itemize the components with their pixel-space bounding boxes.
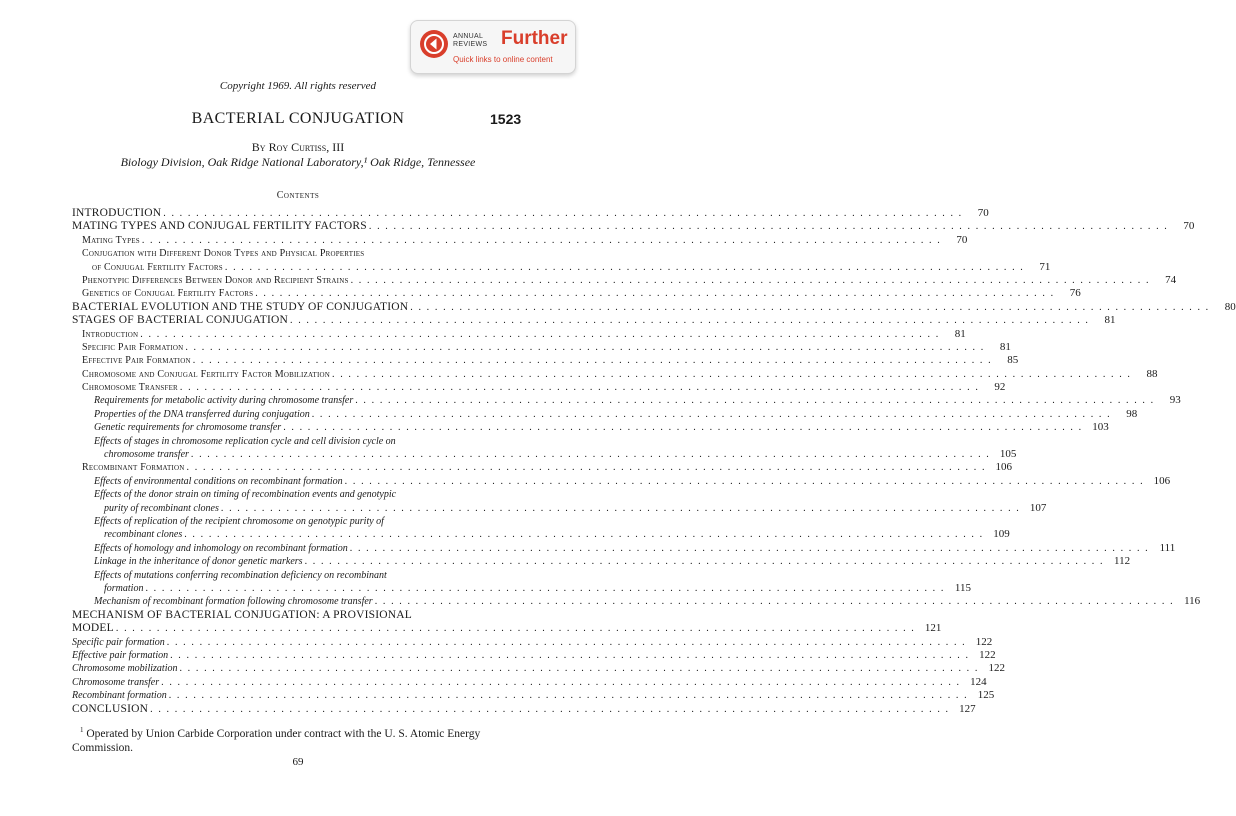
toc-entry bbox=[72, 608, 942, 636]
toc-page-number: 106 bbox=[1153, 474, 1171, 487]
toc-leader-dots bbox=[140, 328, 940, 341]
toc-page-number: 121 bbox=[924, 622, 942, 635]
toc-page-number: 116 bbox=[1184, 595, 1201, 608]
toc-entry-label: formation bbox=[104, 583, 144, 594]
toc-page-number: 122 bbox=[979, 648, 996, 661]
footnote bbox=[72, 723, 488, 755]
toc-page-number: 81 bbox=[954, 327, 966, 340]
toc-entry bbox=[72, 515, 1010, 542]
toc-leader-dots bbox=[355, 394, 1155, 407]
toc-entry bbox=[72, 702, 976, 716]
toc-leader-dots bbox=[255, 287, 1055, 300]
toc-page-number: 70 bbox=[977, 206, 989, 219]
toc-entry-label: MECHANISM OF BACTERIAL CONJUGATION: A PROVISIONAL bbox=[72, 608, 413, 621]
footnote-text: Operated by Union Carbide Corporation under contract with the U. S. Atomic Energy Commission. bbox=[72, 727, 481, 754]
toc-entry bbox=[72, 247, 1051, 274]
toc-entry bbox=[72, 206, 989, 220]
toc-leader-dots bbox=[187, 461, 987, 474]
toc-entry bbox=[72, 675, 987, 689]
toc-entry bbox=[72, 287, 1081, 300]
toc-entry bbox=[72, 689, 995, 702]
toc-page-number: 70 bbox=[956, 233, 968, 246]
toc-page-number: 122 bbox=[988, 662, 1005, 675]
toc-page-number: 85 bbox=[1007, 354, 1019, 367]
toc-entry bbox=[72, 300, 1236, 314]
toc-leader-dots bbox=[225, 261, 1025, 274]
toc-entry-label: Mechanism of recombinant formation following chromosome transfer bbox=[94, 596, 373, 608]
affiliation-line: Biology Division, Oak Ridge National Laboratory,¹ Oak Ridge, Tennessee bbox=[120, 155, 476, 169]
toc-entry-label: Recombinant formation bbox=[72, 690, 167, 702]
toc-page-number: 105 bbox=[999, 448, 1017, 461]
toc-leader-dots bbox=[290, 314, 1090, 327]
toc-entry bbox=[72, 394, 1181, 407]
footnote-marker: 1 bbox=[80, 726, 84, 734]
toc-entry-label: Chromosome and Conjugal Fertility Factor Mobilization bbox=[82, 368, 331, 380]
volume-page-number: 1523 bbox=[490, 111, 522, 127]
toc-entry bbox=[72, 381, 1006, 394]
toc-entry-label: Effective pair formation bbox=[72, 649, 169, 661]
toc-entry-label: Specific pair formation bbox=[72, 636, 165, 648]
toc-entry-label: STAGES OF BACTERIAL CONJUGATION bbox=[72, 314, 289, 327]
toc-leader-dots bbox=[116, 622, 916, 635]
toc-entry bbox=[72, 555, 1131, 568]
toc-page-number: 122 bbox=[975, 635, 993, 648]
toc-entry-label: INTRODUCTION bbox=[72, 206, 162, 219]
toc-entry-label: Introduction bbox=[82, 328, 139, 340]
toc-entry bbox=[72, 662, 1005, 675]
toc-leader-dots bbox=[345, 475, 1145, 488]
toc-leader-dots bbox=[179, 662, 979, 675]
toc-page-number: 112 bbox=[1113, 555, 1131, 568]
toc-entry-label: Conjugation with Different Donor Types and Physical Properties bbox=[82, 248, 365, 260]
toc-entry bbox=[72, 474, 1171, 488]
toc-entry-label: Effects of environmental conditions on recombinant formation bbox=[94, 475, 343, 487]
toc-entry-label: Genetic requirements for chromosome transfer bbox=[94, 422, 282, 434]
toc-entry-label: Chromosome mobilization bbox=[72, 663, 178, 675]
toc-page-number: 70 bbox=[1183, 220, 1195, 233]
toc-leader-dots bbox=[184, 528, 984, 541]
toc-leader-dots bbox=[163, 207, 963, 220]
toc-leader-dots bbox=[150, 703, 950, 716]
toc-entry bbox=[72, 648, 996, 662]
toc-entry-label: Specific Pair Formation bbox=[82, 341, 184, 353]
toc-leader-dots bbox=[161, 676, 961, 689]
toc-page-number: 93 bbox=[1169, 394, 1181, 407]
toc-page-number: 109 bbox=[993, 528, 1010, 541]
toc-leader-dots bbox=[221, 502, 1021, 515]
toc-leader-dots bbox=[283, 421, 1083, 434]
toc-page-number: 125 bbox=[977, 689, 995, 702]
toc-entry-label: Effects of replication of the recipient chromosome on genotypic purity of bbox=[94, 516, 384, 528]
toc-leader-dots bbox=[170, 649, 970, 662]
toc-entry-label: of Conjugal Fertility Factors bbox=[92, 261, 223, 273]
toc-page-number: 111 bbox=[1159, 541, 1176, 554]
contents-heading: Contents bbox=[276, 190, 320, 201]
toc-leader-dots bbox=[180, 381, 980, 394]
toc-entry-label: CONCLUSION bbox=[72, 702, 149, 715]
toc-entry-label: MODEL bbox=[72, 622, 114, 635]
toc-entry bbox=[72, 488, 1047, 515]
toc-entry-label: Properties of the DNA transferred during conjugation bbox=[94, 408, 310, 420]
toc-leader-dots bbox=[410, 301, 1210, 314]
toc-leader-dots bbox=[145, 582, 945, 595]
toc-entry bbox=[72, 461, 1013, 474]
toc-leader-dots bbox=[369, 220, 1169, 233]
further-arrow-icon[interactable] bbox=[420, 30, 448, 58]
toc-leader-dots bbox=[350, 542, 1150, 555]
toc-page-number: 107 bbox=[1029, 501, 1047, 514]
toc-leader-dots bbox=[142, 234, 942, 247]
toc-entry-label: Effects of the donor strain on timing of recombination events and genotypic bbox=[94, 489, 397, 501]
author-line: By Roy Curtiss, III bbox=[251, 140, 345, 154]
toc-entry-label: recombinant clones bbox=[104, 529, 183, 541]
toc-entry-label: Effects of mutations conferring recombination deficiency on recombinant bbox=[94, 569, 387, 581]
toc-page-number: 76 bbox=[1069, 287, 1081, 300]
toc-page-number: 124 bbox=[970, 675, 987, 688]
toc-page-number: 106 bbox=[995, 461, 1013, 474]
page-folio: 69 bbox=[292, 756, 304, 768]
toc-page-number: 115 bbox=[954, 582, 971, 594]
toc-leader-dots bbox=[169, 689, 969, 702]
toc-entry bbox=[72, 314, 1116, 327]
toc-page-number: 92 bbox=[994, 381, 1006, 394]
toc-entry bbox=[72, 421, 1109, 434]
toc-entry bbox=[72, 435, 1017, 462]
toc-page-number: 71 bbox=[1039, 260, 1051, 273]
toc-entry-label: Mating Types bbox=[82, 234, 140, 246]
toc-entry-label: Genetics of Conjugal Fertility Factors bbox=[82, 288, 254, 300]
toc-entry bbox=[72, 354, 1019, 367]
toc-entry-label: Phenotypic Differences Between Donor and Recipient Strains bbox=[82, 274, 349, 286]
article-title: BACTERIAL CONJUGATION bbox=[191, 110, 405, 127]
toc-page-number: 127 bbox=[959, 702, 976, 715]
toc-page-number: 103 bbox=[1092, 421, 1109, 434]
toc-page-number: 81 bbox=[999, 340, 1011, 353]
toc-entry bbox=[72, 367, 1158, 381]
toc-entry-label: chromosome transfer bbox=[104, 449, 189, 461]
further-brand[interactable]: Further bbox=[501, 28, 568, 49]
toc-entry bbox=[72, 340, 1011, 354]
toc-entry bbox=[72, 541, 1176, 555]
toc-entry bbox=[72, 635, 993, 649]
toc-entry bbox=[72, 220, 1195, 233]
toc-leader-dots bbox=[312, 408, 1112, 421]
toc-entry bbox=[72, 233, 968, 247]
toc-entry-label: Effects of homology and inhomology on recombinant formation bbox=[94, 542, 348, 554]
toc-entry bbox=[72, 273, 1177, 287]
toc-entry bbox=[72, 327, 966, 341]
toc-leader-dots bbox=[191, 448, 991, 461]
toc-entry-label: purity of recombinant clones bbox=[104, 502, 219, 514]
toc-entry-label: Chromosome transfer bbox=[72, 676, 160, 688]
toc-entry bbox=[72, 407, 1138, 421]
toc-entry-label: BACTERIAL EVOLUTION AND THE STUDY OF CONJUGATION bbox=[72, 300, 409, 313]
table-of-contents bbox=[72, 206, 1236, 716]
toc-page-number: 81 bbox=[1104, 314, 1116, 327]
toc-page-number: 80 bbox=[1224, 300, 1236, 313]
toc-leader-dots bbox=[167, 636, 967, 649]
toc-entry bbox=[72, 569, 971, 596]
further-banner[interactable] bbox=[410, 20, 576, 74]
toc-entry bbox=[72, 595, 1201, 608]
toc-leader-dots bbox=[193, 354, 993, 367]
toc-leader-dots bbox=[332, 368, 1132, 381]
toc-entry-label: Recombinant Formation bbox=[82, 462, 185, 474]
toc-page-number: 98 bbox=[1126, 407, 1138, 420]
toc-page-number: 88 bbox=[1146, 367, 1158, 380]
toc-leader-dots bbox=[305, 555, 1105, 568]
toc-entry-label: Requirements for metabolic activity during chromosome transfer bbox=[94, 395, 354, 407]
further-tagline[interactable]: Quick links to online content bbox=[453, 55, 553, 64]
toc-leader-dots bbox=[351, 274, 1151, 287]
toc-entry-label: Chromosome Transfer bbox=[82, 382, 178, 394]
toc-entry-label: MATING TYPES AND CONJUGAL FERTILITY FACTORS bbox=[72, 220, 367, 233]
publisher-name: ANNUAL REVIEWS bbox=[453, 33, 488, 48]
toc-entry-label: Effective Pair Formation bbox=[82, 355, 191, 367]
toc-entry-label: Effects of stages in chromosome replication cycle and cell division cycle on bbox=[94, 435, 396, 447]
toc-leader-dots bbox=[375, 595, 1175, 608]
toc-page-number: 74 bbox=[1165, 273, 1177, 286]
copyright-line: Copyright 1969. All rights reserved bbox=[219, 80, 377, 92]
toc-leader-dots bbox=[185, 341, 985, 354]
toc-entry-label: Linkage in the inheritance of donor genetic markers bbox=[94, 556, 303, 568]
